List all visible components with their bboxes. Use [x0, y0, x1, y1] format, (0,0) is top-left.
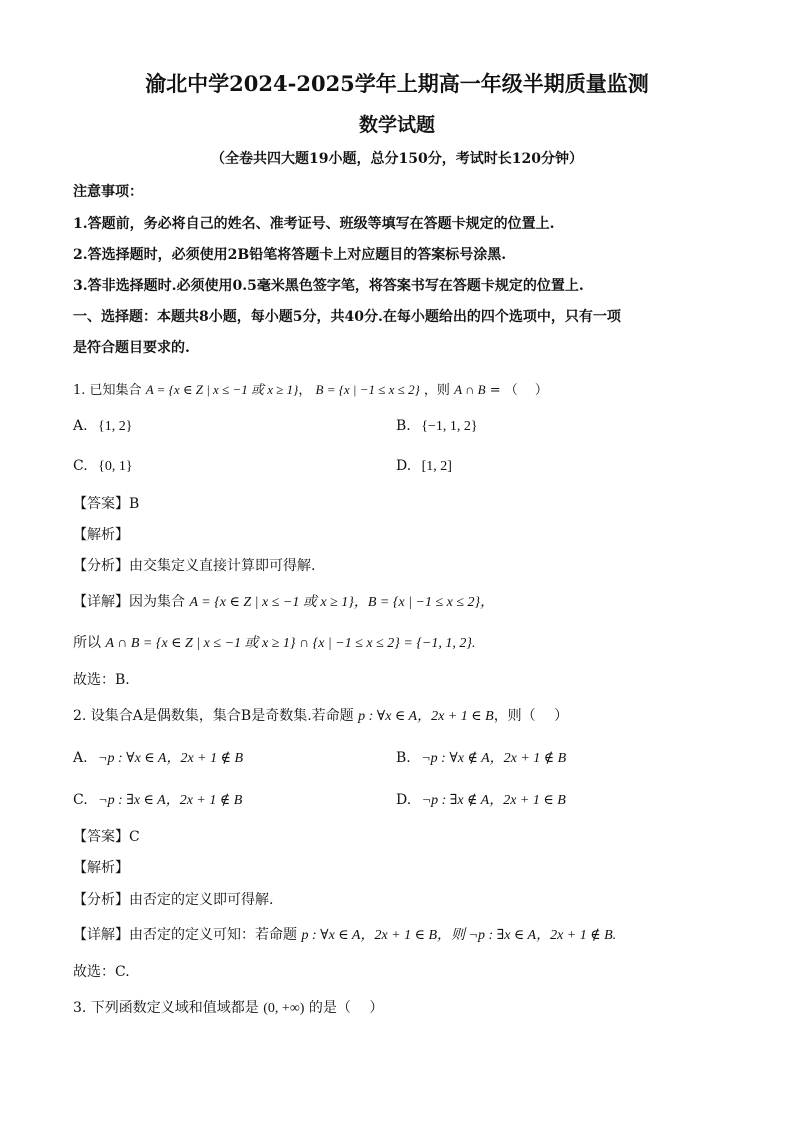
option-a[interactable]	[73, 416, 132, 437]
question-stem-prefix: 1. 已知集合	[73, 383, 142, 398]
option-text: [1, 2]	[421, 459, 452, 474]
set-b-expression: B = {x | −1 ≤ x ≤ 2}	[315, 382, 420, 397]
option-label: C.	[73, 792, 88, 808]
set-a-expression: A = {x ∈ Z | x ≤ −1 或 x ≥ 1}	[145, 382, 299, 397]
fenxi-tag: 【分析】	[73, 558, 129, 574]
exam-note: （全卷共四大题19小题，总分150分，考试时长120分钟）	[211, 151, 583, 167]
answer-value: C	[129, 829, 140, 845]
instructions-heading: 注意事项：	[73, 184, 143, 200]
conclusion-line	[73, 633, 476, 654]
intersection-expression: A ∩ B	[454, 382, 486, 397]
option-c[interactable]	[73, 456, 133, 477]
option-text: ¬p : ∃x ∉ A，2x + 1 ∈ B	[421, 793, 566, 808]
proposition-p: p : ∀x ∈ A，2x + 1 ∈ B	[358, 709, 494, 724]
analysis-tag: 【解析】	[73, 527, 129, 543]
option-b[interactable]	[396, 748, 566, 769]
instruction-item: 2.答选择题时，必须使用2B铅笔将答题卡上对应题目的答案标号涂黑.	[73, 247, 507, 263]
option-label: B.	[396, 750, 411, 766]
section-heading-cont: 是符合题目要求的.	[73, 340, 190, 356]
choice-line: 故选：C.	[73, 964, 130, 980]
detail-tag: 【详解】	[73, 594, 129, 610]
analysis-tag: 【解析】	[73, 860, 129, 876]
question-stem-suffix: ，则	[423, 383, 450, 398]
choice-line: 故选：B.	[73, 672, 130, 688]
page-title: 渝北中学2024-2025学年上期高一年级半期质量监测	[145, 71, 649, 96]
option-label: A.	[73, 750, 88, 766]
fenxi-text: 由交集定义直接计算即可得解.	[129, 558, 316, 574]
interval-expression: (0, +∞)	[263, 1001, 305, 1016]
option-d[interactable]	[396, 456, 452, 477]
question-3-stem	[73, 998, 383, 1019]
detail-line	[73, 592, 494, 613]
detail-prefix: 因为集合	[129, 594, 185, 610]
option-label: C.	[73, 458, 88, 474]
answer-line	[73, 827, 140, 847]
question-stem-prefix: 3. 下列函数定义域和值域都是	[73, 1000, 259, 1016]
option-a[interactable]	[73, 748, 243, 769]
fenxi-line	[73, 890, 273, 910]
option-text: {0, 1}	[98, 459, 133, 474]
option-label: B.	[396, 418, 411, 434]
fenxi-tag: 【分析】	[73, 892, 129, 908]
option-label: A.	[73, 418, 88, 434]
section-heading: 一、选择题：本题共8小题，每小题5分，共40分.在每小题给出的四个选项中，只有一项	[73, 309, 621, 325]
page-subtitle: 数学试题	[358, 114, 435, 136]
option-text: ¬p : ∃x ∈ A，2x + 1 ∉ B	[98, 793, 243, 808]
detail-tag: 【详解】	[73, 927, 129, 943]
answer-tag: 【答案】	[73, 829, 129, 845]
detail-prefix: 由否定的定义可知：若命题	[129, 927, 297, 943]
option-c[interactable]	[73, 790, 242, 811]
instruction-item: 1.答题前，务必将自己的姓名、准考证号、班级等填写在答题卡规定的位置上.	[73, 216, 555, 232]
option-text: {1, 2}	[98, 419, 133, 434]
detail-math: A = {x ∈ Z | x ≤ −1 或 x ≥ 1}，B = {x | −1 ≤ x ≤ 2}，	[189, 595, 495, 610]
option-label: D.	[396, 458, 412, 474]
option-text: ¬p : ∀x ∉ A，2x + 1 ∉ B	[421, 751, 567, 766]
option-text: ¬p : ∀x ∈ A，2x + 1 ∉ B	[98, 751, 244, 766]
question-stem: 2. 设集合A是偶数集，集合B是奇数集.若命题	[73, 708, 354, 724]
instruction-item: 3.答非选择题时.必须使用0.5毫米黑色签字笔，将答案书写在答题卡规定的位置上.	[73, 278, 584, 294]
question-stem-suffix: 的是（ ）	[308, 1000, 384, 1016]
conclusion-prefix: 所以	[73, 635, 101, 651]
answer-value: B	[129, 496, 140, 512]
answer-line	[73, 494, 139, 514]
option-d[interactable]	[396, 790, 566, 811]
answer-tag: 【答案】	[73, 496, 129, 512]
question-tail: ，则（ ）	[493, 708, 569, 724]
option-text: {−1, 1, 2}	[421, 419, 478, 434]
separator: ，	[298, 383, 312, 398]
fenxi-line	[73, 556, 315, 576]
fenxi-text: 由否定的定义即可得解.	[129, 892, 274, 908]
question-tail: = （ ）	[485, 383, 548, 398]
detail-line	[73, 925, 616, 946]
detail-math: p : ∀x ∈ A，2x + 1 ∈ B，则 ¬p : ∃x ∈ A，2x + 1 ∉ B.	[301, 928, 617, 943]
conclusion-math: A ∩ B = {x ∈ Z | x ≤ −1 或 x ≥ 1} ∩ {x | −1 ≤ x ≤ 2} = {−1, 1, 2}.	[105, 636, 476, 651]
option-label: D.	[396, 792, 412, 808]
option-b[interactable]	[396, 416, 478, 437]
question-1-stem	[73, 380, 548, 401]
question-2-stem	[73, 706, 568, 727]
